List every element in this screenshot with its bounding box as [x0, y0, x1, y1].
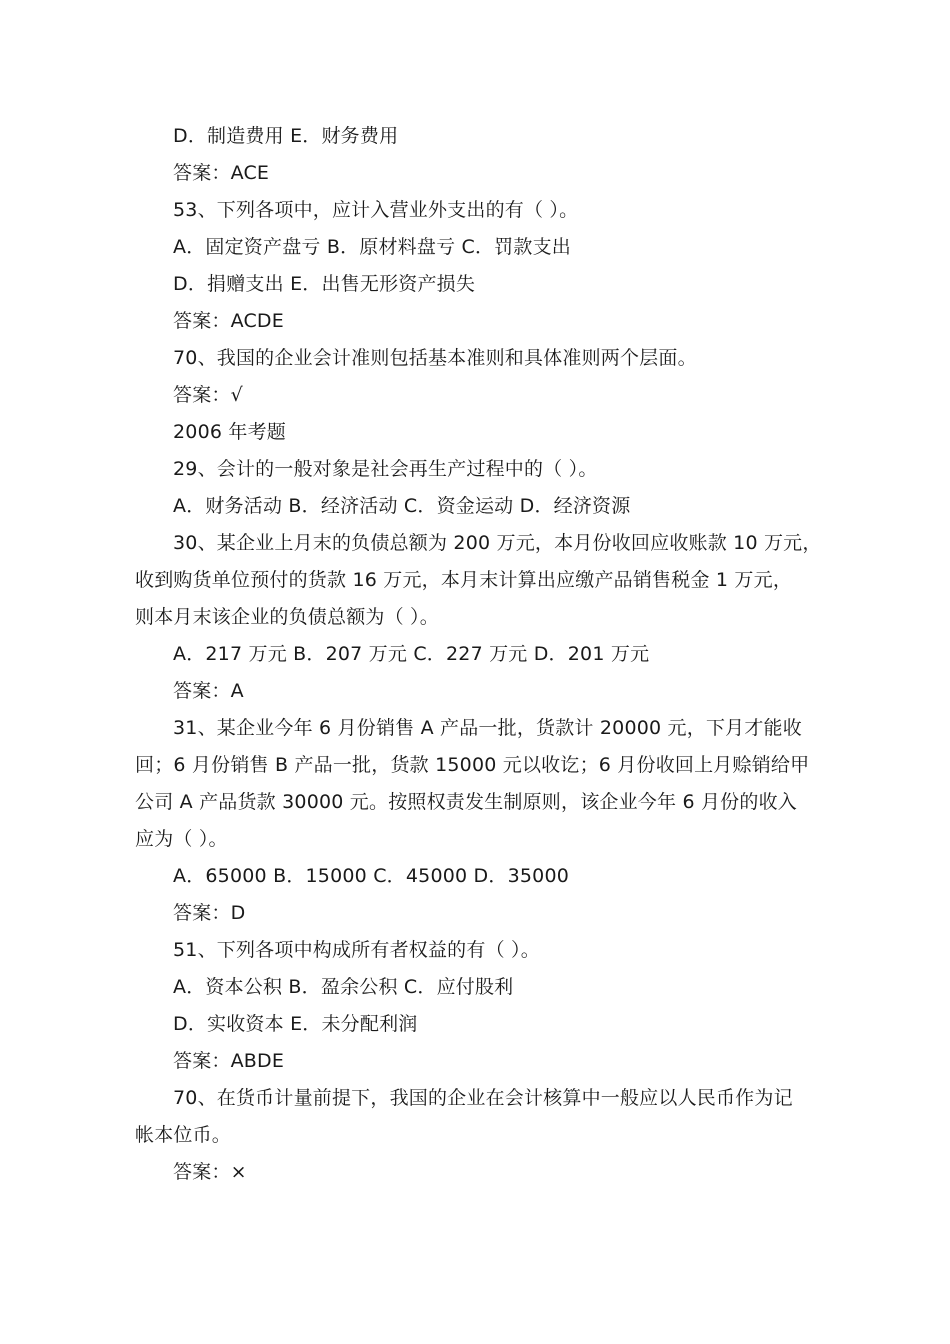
option-line: A．财务活动 B．经济活动 C．资金运动 D．经济资源: [173, 495, 631, 517]
option-line: A．65000 B．15000 C．45000 D．35000: [173, 865, 570, 887]
answer-line: 答案：ACDE: [173, 310, 284, 332]
question-line: 51、下列各项中构成所有者权益的有（ ）。: [173, 939, 540, 961]
question-line: 70、在货币计量前提下，我国的企业在会计核算中一般应以人民币作为记: [173, 1087, 793, 1109]
question-continuation: 则本月末该企业的负债总额为（ ）。: [135, 606, 439, 628]
question-line: 53、下列各项中，应计入营业外支出的有（ ）。: [173, 199, 579, 221]
question-continuation: 应为（ ）。: [135, 828, 228, 850]
answer-line: 答案：×: [173, 1161, 247, 1183]
option-line: D．制造费用 E．财务费用: [173, 125, 399, 147]
question-continuation: 回；6 月份销售 B 产品一批，货款 15000 元以收讫；6 月份收回上月赊销给甲: [135, 754, 810, 776]
option-line: A．固定资产盘亏 B．原材料盘亏 C．罚款支出: [173, 236, 571, 258]
answer-line: 答案：ABDE: [173, 1050, 285, 1072]
option-line: A．资本公积 B．盈余公积 C．应付股利: [173, 976, 514, 998]
answer-line: 答案：D: [173, 902, 246, 924]
question-continuation: 收到购货单位预付的货款 16 万元，本月末计算出应缴产品销售税金 1 万元，: [135, 569, 793, 591]
section-heading: 2006 年考题: [173, 421, 286, 443]
question-continuation: 公司 A 产品货款 30000 元。按照权责发生制原则，该企业今年 6 月份的收入: [135, 791, 797, 813]
option-line: D．捐赠支出 E．出售无形资产损失: [173, 273, 476, 295]
answer-line: 答案：A: [173, 680, 244, 702]
question-continuation: 帐本位币。: [135, 1124, 232, 1146]
answer-line: 答案：ACE: [173, 162, 270, 184]
option-line: D．实收资本 E．未分配利润: [173, 1013, 418, 1035]
question-line: 29、会计的一般对象是社会再生产过程中的（ ）。: [173, 458, 598, 480]
question-line: 70、我国的企业会计准则包括基本准则和具体准则两个层面。: [173, 347, 697, 369]
question-line: 31、某企业今年 6 月份销售 A 产品一批，货款计 20000 元，下月才能收: [173, 717, 802, 739]
answer-line: 答案：√: [173, 384, 243, 406]
question-line: 30、某企业上月末的负债总额为 200 万元，本月份收回应收账款 10 万元，: [173, 532, 822, 554]
option-line: A．217 万元 B．207 万元 C．227 万元 D．201 万元: [173, 643, 650, 665]
